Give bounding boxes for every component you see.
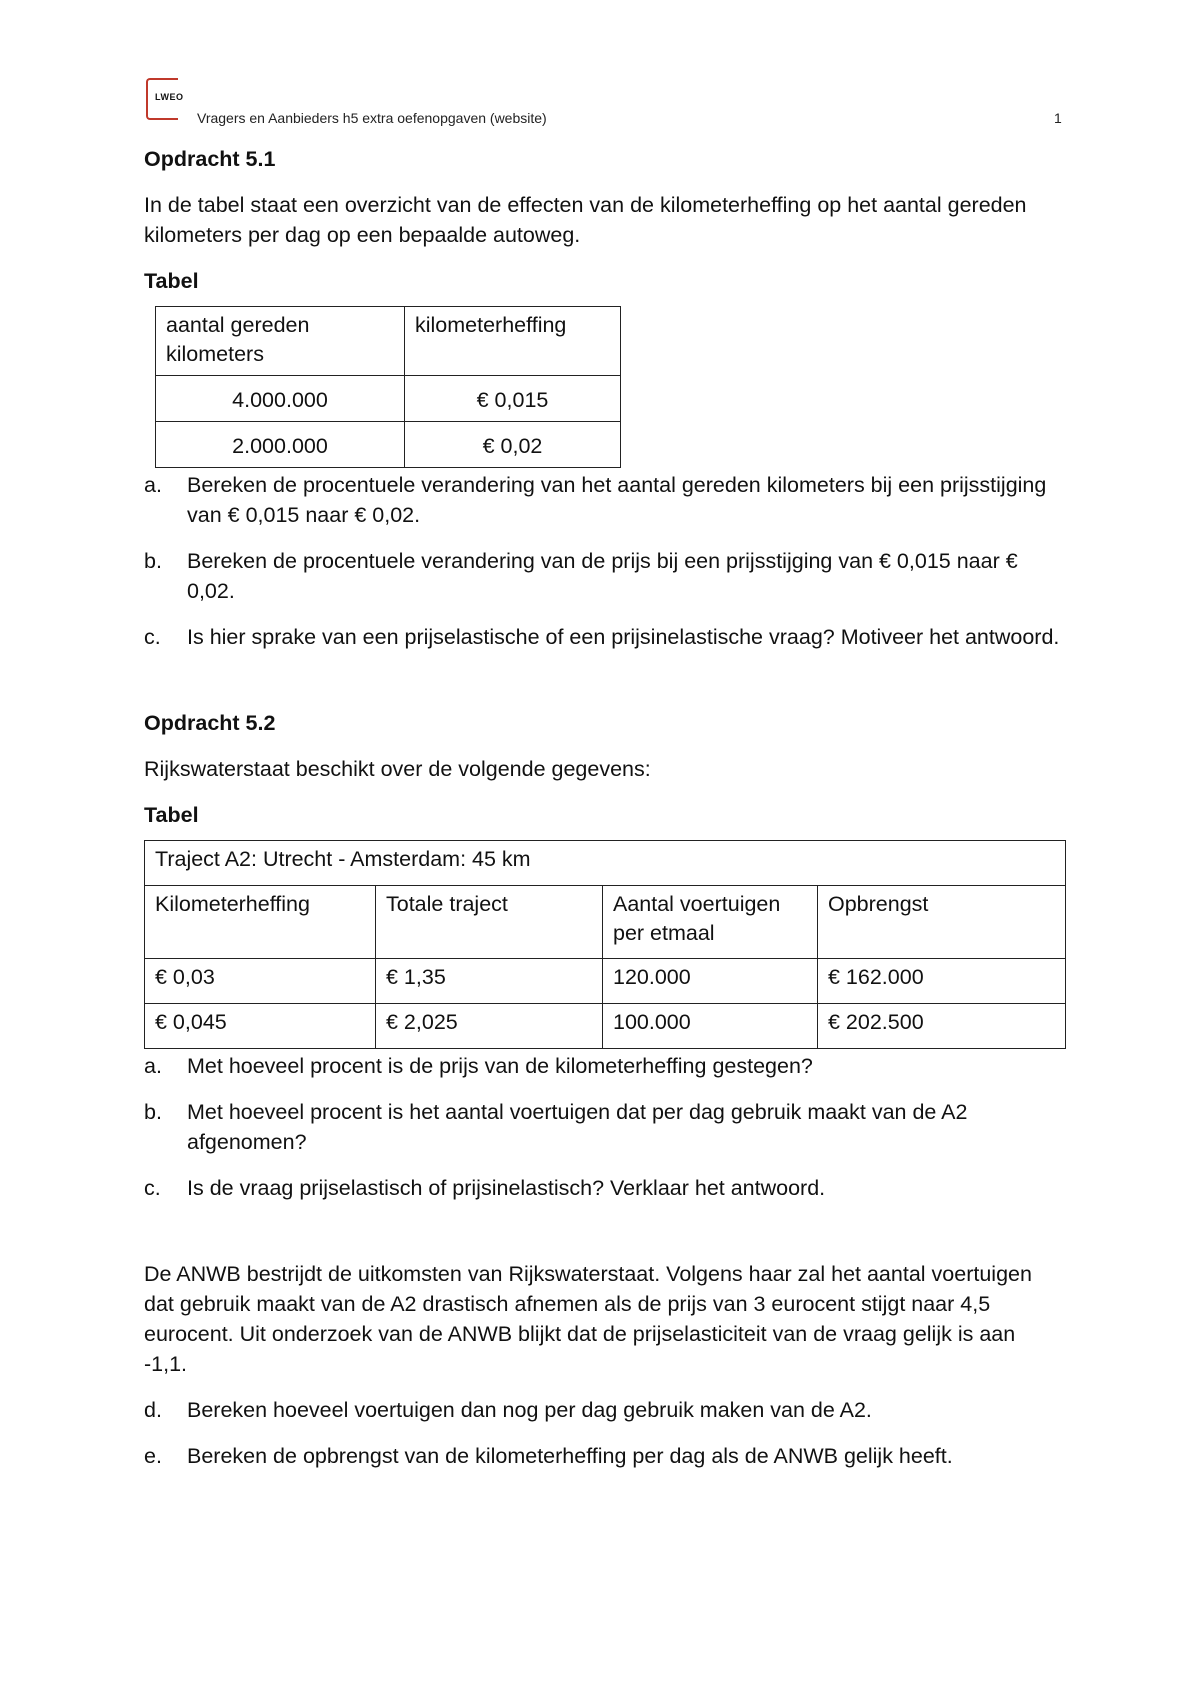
table-cell: 2.000.000 bbox=[156, 422, 405, 468]
table-cell: € 0,015 bbox=[405, 376, 621, 422]
question-list-5-1 bbox=[144, 470, 1064, 652]
section-spacer bbox=[144, 668, 1064, 708]
question-item bbox=[144, 470, 1064, 530]
question-letter: e. bbox=[144, 1444, 162, 1468]
table-5-2 bbox=[144, 840, 1066, 1049]
table-caption-cell: Traject A2: Utrecht - Amsterdam: 45 km bbox=[145, 841, 1066, 886]
logo-text: LWEO bbox=[155, 92, 184, 102]
question-item bbox=[144, 1441, 1064, 1471]
table-label-5-2: Tabel bbox=[144, 803, 199, 827]
question-list-5-2 bbox=[144, 1051, 1064, 1203]
question-text: Bereken de procentuele verandering van de prijs bij een prijsstijging van € 0,015 naar € 0,02. bbox=[187, 549, 1018, 603]
running-header-title: Vragers en Aanbieders h5 extra oefenopgaven (website) bbox=[197, 110, 547, 126]
lweo-logo bbox=[146, 78, 182, 118]
question-text: Met hoeveel procent is het aantal voertuigen dat per dag gebruik maakt van de A2 afgenomen? bbox=[187, 1100, 968, 1154]
question-item bbox=[144, 1173, 1064, 1203]
table-cell: € 202.500 bbox=[818, 1004, 1066, 1049]
table-cell: € 0,045 bbox=[145, 1004, 376, 1049]
table-header-cell: Totale traject bbox=[376, 886, 603, 959]
table-cell: € 2,025 bbox=[376, 1004, 603, 1049]
section-spacer bbox=[144, 1219, 1064, 1259]
question-text: Met hoeveel procent is de prijs van de kilometerheffing gestegen? bbox=[187, 1054, 813, 1078]
table-header-row bbox=[156, 307, 621, 376]
question-text: Bereken de opbrengst van de kilometerheffing per dag als de ANWB gelijk heeft. bbox=[187, 1444, 953, 1468]
question-item bbox=[144, 1395, 1064, 1425]
question-letter: c. bbox=[144, 1176, 161, 1200]
table-cell: 4.000.000 bbox=[156, 376, 405, 422]
table-cell: 120.000 bbox=[603, 959, 818, 1004]
table-row bbox=[156, 422, 621, 468]
table-5-1 bbox=[155, 306, 621, 468]
table-header-row bbox=[145, 886, 1066, 959]
question-list-5-2-continued bbox=[144, 1395, 1064, 1471]
table-header-cell: kilometerheffing bbox=[405, 307, 621, 376]
question-letter: a. bbox=[144, 1054, 162, 1078]
section-heading-5-2: Opdracht 5.2 bbox=[144, 711, 276, 735]
question-item bbox=[144, 1051, 1064, 1081]
table-row bbox=[145, 959, 1066, 1004]
question-letter: c. bbox=[144, 625, 161, 649]
question-text: Is hier sprake van een prijselastische of een prijsinelastische vraag? Motiveer het antwoord. bbox=[187, 625, 1060, 649]
section-5-2-intro: Rijkswaterstaat beschikt over de volgende gegevens: bbox=[144, 757, 651, 781]
question-item bbox=[144, 546, 1064, 606]
table-header-cell: aantal gereden kilometers bbox=[156, 307, 405, 376]
table-caption-row bbox=[145, 841, 1066, 886]
question-item bbox=[144, 622, 1064, 652]
question-text: Is de vraag prijselastisch of prijsinelastisch? Verklaar het antwoord. bbox=[187, 1176, 826, 1200]
question-item bbox=[144, 1097, 1064, 1157]
table-cell: 100.000 bbox=[603, 1004, 818, 1049]
table-cell: € 162.000 bbox=[818, 959, 1066, 1004]
question-text: Bereken de procentuele verandering van het aantal gereden kilometers bij een prijsstijging van € 0,015 naar € 0,02. bbox=[187, 473, 1047, 527]
anwb-paragraph: De ANWB bestrijdt de uitkomsten van Rijkswaterstaat. Volgens haar zal het aantal voertuigen dat gebruik maakt van de A2 drastisch afnemen als de prijs van 3 eurocent stijgt naar 4,5 eurocent. Uit onderzoek van de ANWB blijkt dat de prijselasticiteit van de vraag gelijk is aan -1,1. bbox=[144, 1262, 1032, 1376]
question-letter: b. bbox=[144, 1100, 162, 1124]
table-cell: € 0,02 bbox=[405, 422, 621, 468]
table-header-cell: Aantal voertuigen per etmaal bbox=[603, 886, 818, 959]
page-number: 1 bbox=[1054, 110, 1062, 126]
table-cell: € 1,35 bbox=[376, 959, 603, 1004]
question-letter: d. bbox=[144, 1398, 162, 1422]
table-row bbox=[145, 1004, 1066, 1049]
table-cell: € 0,03 bbox=[145, 959, 376, 1004]
question-letter: b. bbox=[144, 549, 162, 573]
question-letter: a. bbox=[144, 473, 162, 497]
question-text: Bereken hoeveel voertuigen dan nog per dag gebruik maken van de A2. bbox=[187, 1398, 872, 1422]
section-5-1-intro: In de tabel staat een overzicht van de effecten van de kilometerheffing op het aantal gereden kilometers per dag op een bepaalde autoweg. bbox=[144, 193, 1027, 247]
table-label-5-1: Tabel bbox=[144, 269, 199, 293]
table-row bbox=[156, 376, 621, 422]
section-heading-5-1: Opdracht 5.1 bbox=[144, 147, 276, 171]
document-body bbox=[144, 144, 1064, 1487]
table-header-cell: Opbrengst bbox=[818, 886, 1066, 959]
table-header-cell: Kilometerheffing bbox=[145, 886, 376, 959]
